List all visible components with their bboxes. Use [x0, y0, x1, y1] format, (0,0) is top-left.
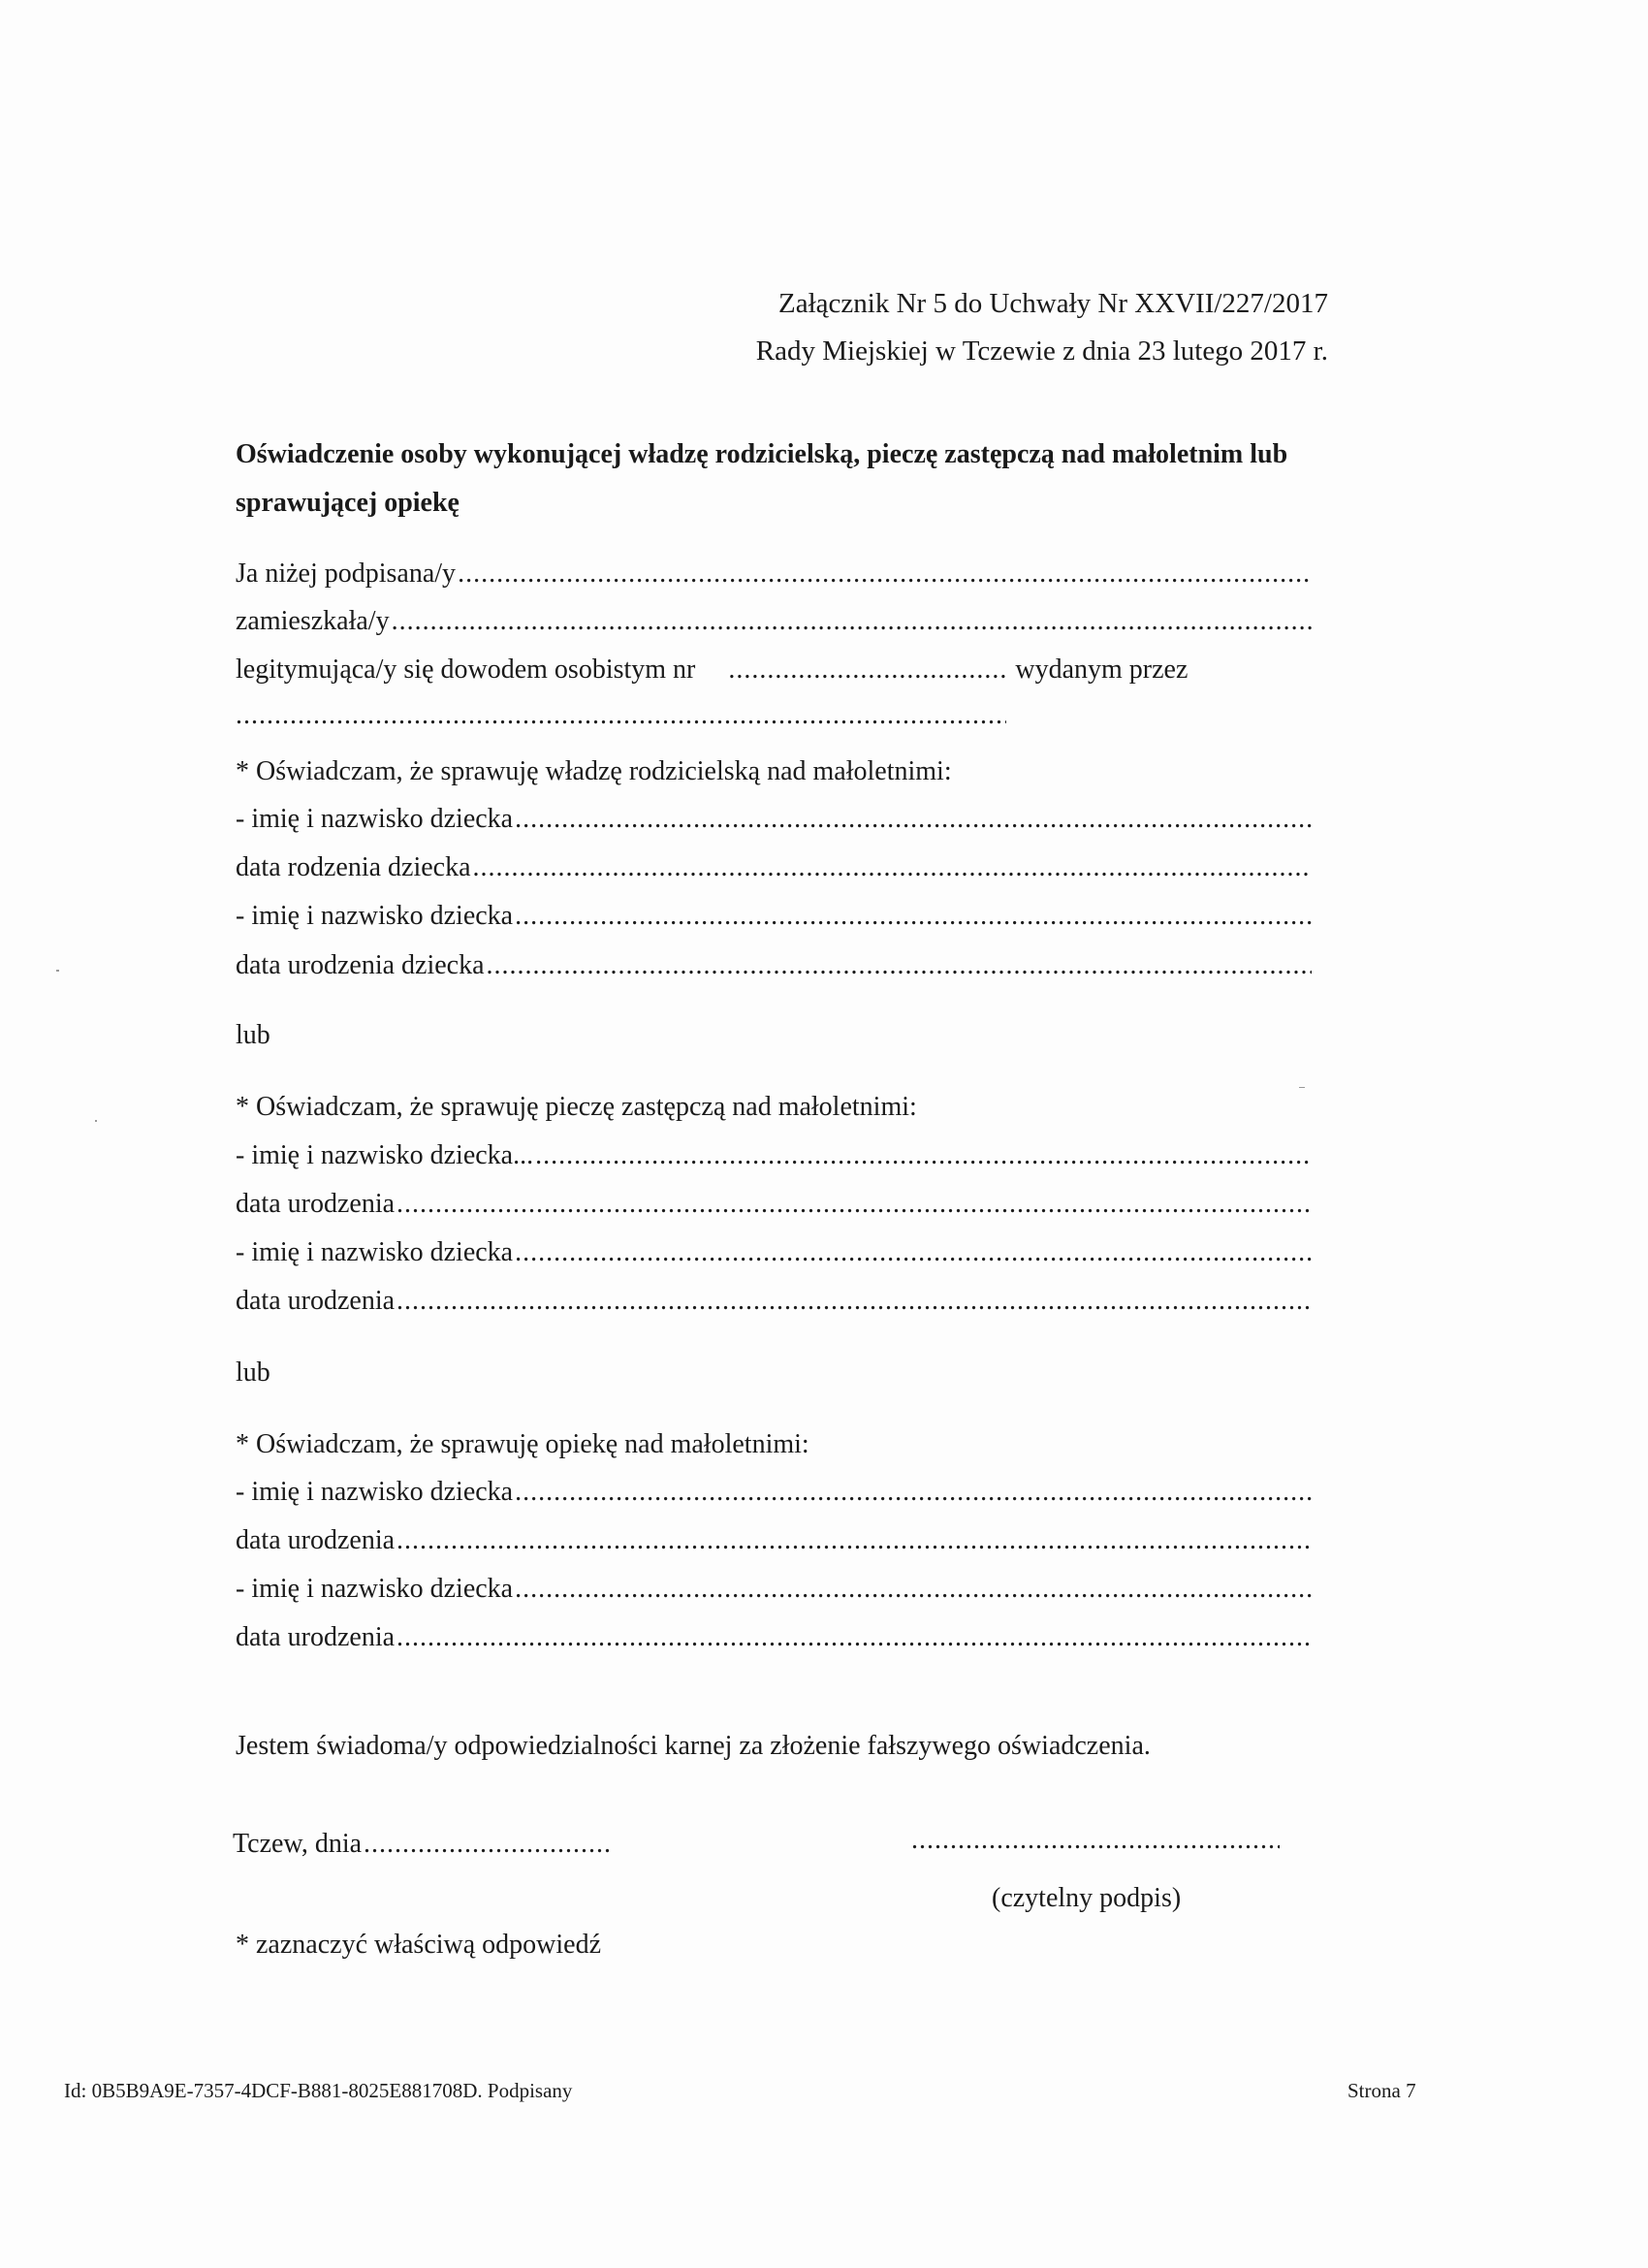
footer-document-id: Id: 0B5B9A9E-7357-4DCF-B881-8025E881708D. Podpisany: [64, 2079, 573, 2102]
section1-child2-name-line: [236, 901, 1312, 932]
issuer-blank: [236, 700, 1006, 731]
footnote: * zaznaczyć właściwą odpowiedź: [236, 1930, 602, 1960]
document-title: Oświadczenie osoby wykonującej władzę rodzicielską, pieczę zastępczą nad małoletnim lub sprawującej opiekę: [236, 439, 1288, 518]
or-separator-2: lub: [236, 1358, 270, 1388]
section2-child1-name-blank: [535, 1140, 1312, 1171]
name-label: Ja niżej podpisana/y: [236, 559, 457, 589]
address-blank: [392, 606, 1312, 637]
scan-speck: [1299, 1087, 1305, 1088]
section3-child2-dob-blank: [396, 1622, 1312, 1653]
place-date-label: Tczew, dnia: [233, 1829, 363, 1859]
section3-child1-name-line: [236, 1477, 1312, 1508]
attachment-header-line1: Załącznik Nr 5 do Uchwały Nr XXVII/227/2017: [778, 288, 1328, 319]
section2-child2-name-label: - imię i nazwisko dziecka: [236, 1237, 514, 1267]
section2-child1-name-line: [236, 1140, 1312, 1171]
section1-child2-dob-label: data urodzenia dziecka: [236, 950, 485, 980]
section3-child1-name-label: - imię i nazwisko dziecka: [236, 1477, 514, 1507]
section1-child2-dob-line: [236, 950, 1312, 981]
section2-child2-name-line: [236, 1237, 1312, 1268]
section2-child1-name-label: - imię i nazwisko dziecka...: [236, 1140, 534, 1170]
awareness-statement: Jestem świadoma/y odpowiedzialności karnej za złożenie fałszywego oświadczenia.: [236, 1731, 1151, 1761]
section3-child2-dob-label: data urodzenia: [236, 1622, 396, 1652]
section2-heading: * Oświadczam, że sprawuję pieczę zastępczą nad małoletnimi:: [236, 1092, 917, 1122]
section1-child1-dob-label: data rodzenia dziecka: [236, 852, 471, 882]
section1-child1-dob-blank: [473, 852, 1312, 883]
section3-child1-dob-line: [236, 1525, 1312, 1556]
section2-child2-name-blank: [515, 1237, 1312, 1268]
id-label: legitymująca/y się dowodem osobistym nr: [236, 655, 696, 685]
section2-child1-dob-label: data urodzenia: [236, 1189, 396, 1219]
place-date-line: [233, 1829, 611, 1860]
date-blank: [364, 1829, 611, 1860]
section1-child2-dob-blank: [487, 950, 1312, 981]
section3-child1-dob-label: data urodzenia: [236, 1525, 396, 1555]
section1-child2-name-blank: [515, 901, 1312, 932]
section1-child1-dob-line: [236, 852, 1312, 883]
section1-child1-name-blank: [515, 804, 1312, 835]
section3-child2-name-label: - imię i nazwisko dziecka: [236, 1574, 514, 1604]
section1-child2-name-label: - imię i nazwisko dziecka: [236, 901, 514, 931]
section2-child2-dob-blank: [396, 1286, 1312, 1317]
name-field-line: [236, 559, 1312, 590]
section3-child1-dob-blank: [396, 1525, 1312, 1556]
section1-heading: * Oświadczam, że sprawuję władzę rodzicielską nad małoletnimi:: [236, 756, 952, 786]
scan-speck: [95, 1120, 97, 1122]
section1-child1-name-label: - imię i nazwisko dziecka: [236, 804, 514, 834]
section3-child2-name-line: [236, 1574, 1312, 1605]
section2-child2-dob-line: [236, 1286, 1312, 1317]
attachment-header-line2: Rady Miejskiej w Tczewie z dnia 23 lutego 2017 r.: [755, 335, 1328, 367]
signature-blank: [911, 1825, 1280, 1856]
footer-page-number: Strona 7: [1347, 2079, 1416, 2102]
scan-speck: [56, 970, 59, 972]
section2-child1-dob-blank: [396, 1189, 1312, 1220]
section3-heading: * Oświadczam, że sprawuję opiekę nad małoletnimi:: [236, 1429, 809, 1459]
name-blank: [458, 559, 1312, 590]
signature-label: (czytelny podpis): [992, 1883, 1182, 1913]
address-label: zamieszkała/y: [236, 606, 390, 636]
address-field-line: [236, 606, 1312, 637]
id-number-blank: [728, 655, 1009, 686]
section2-child1-dob-line: [236, 1189, 1312, 1220]
section3-child1-name-blank: [515, 1477, 1312, 1508]
id-field-line: [236, 655, 1312, 686]
or-separator-1: lub: [236, 1020, 270, 1050]
section1-child1-name-line: [236, 804, 1312, 835]
section3-child2-dob-line: [236, 1622, 1312, 1653]
section3-child2-name-blank: [515, 1574, 1312, 1605]
section2-child2-dob-label: data urodzenia: [236, 1286, 396, 1316]
issued-by-label: wydanym przez: [1015, 655, 1188, 685]
